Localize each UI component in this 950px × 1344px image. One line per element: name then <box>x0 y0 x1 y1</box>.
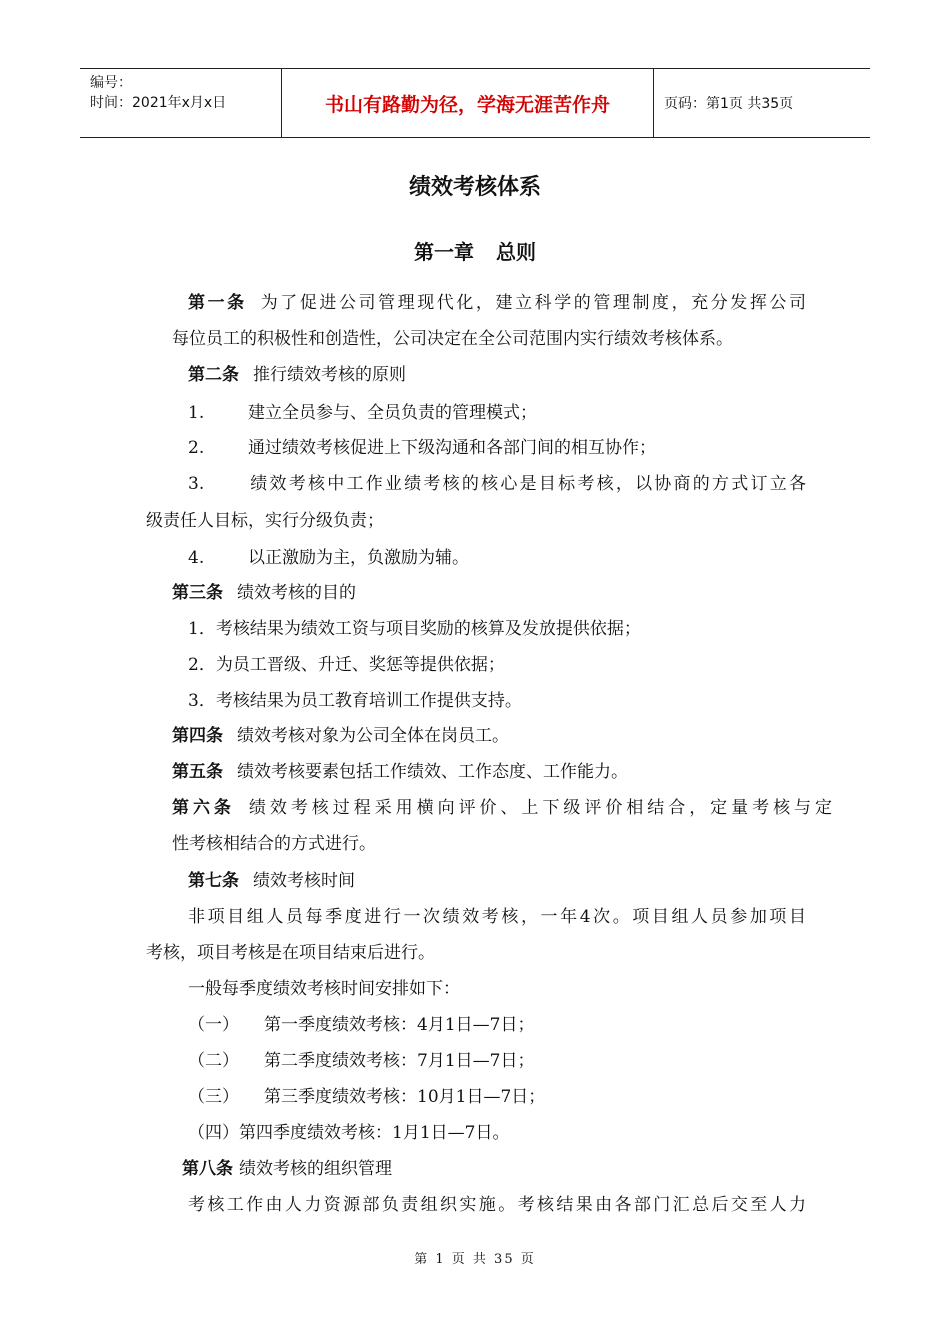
article-7: 第七条 绩效考核时间 <box>188 871 355 891</box>
article-3: 第三条 绩效考核的目的 <box>172 583 356 603</box>
motto: 书山有路勤为径，学海无涯苦作舟 <box>282 69 654 137</box>
time-label: 时间：2021年x月x日 <box>90 95 227 111</box>
article-5: 第五条 绩效考核要素包括工作绩效、工作态度、工作能力。 <box>172 762 628 782</box>
list-item: 4. 以正激励为主，负激励为辅。 <box>188 548 469 568</box>
article-label: 第五条 <box>172 762 223 782</box>
article-7-paragraph-1-line-1: 非项目组人员每季度进行一次绩效考核，一年4次。项目组人员参加项目 <box>188 907 806 927</box>
article-label: 第六条 <box>172 798 235 818</box>
document-title: 绩效考核体系 <box>408 175 541 200</box>
page-code: 页码：第1页 共35页 <box>664 96 794 112</box>
article-label: 第八条 <box>182 1159 233 1179</box>
header-table <box>80 68 870 138</box>
list-item: 3．考核结果为员工教育培训工作提供支持。 <box>188 691 522 711</box>
header-left-cell <box>80 69 282 137</box>
article-label: 第二条 <box>188 365 239 385</box>
list-item: 3. 绩效考核中工作业绩考核的核心是目标考核，以协商的方式订立各 <box>188 474 806 494</box>
article-8: 第八条 绩效考核的组织管理 <box>182 1159 392 1179</box>
chapter-number: 第一章 <box>414 240 474 264</box>
article-8-line-1: 考核工作由人力资源部负责组织实施。考核结果由各部门汇总后交至人力 <box>188 1195 806 1215</box>
article-1-line-1: 第一条 为了促进公司管理现代化，建立科学的管理制度，充分发挥公司 <box>188 293 807 313</box>
list-item: 2. 通过绩效考核促进上下级沟通和各部门间的相互协作； <box>188 438 656 458</box>
page-footer: 第 1 页 共 35 页 <box>414 1252 536 1267</box>
list-item: （一） 第一季度绩效考核：4月1日—7日； <box>188 1015 535 1035</box>
list-item-continuation: 级责任人目标，实行分级负责； <box>146 511 384 531</box>
article-label: 第一条 <box>188 293 247 313</box>
list-item: 1. 建立全员参与、全员负责的管理模式； <box>188 403 537 423</box>
article-label: 第四条 <box>172 726 223 746</box>
article-label: 第七条 <box>188 871 239 891</box>
list-item: （二） 第二季度绩效考核：7月1日—7日； <box>188 1051 535 1071</box>
number-label: 编号： <box>90 75 132 91</box>
article-1-line-2: 每位员工的积极性和创造性，公司决定在全公司范围内实行绩效考核体系。 <box>172 329 733 349</box>
list-item: 2．为员工晋级、升迁、奖惩等提供依据； <box>188 655 505 675</box>
chapter-heading <box>0 236 950 265</box>
list-item: 1．考核结果为绩效工资与项目奖励的核算及发放提供依据； <box>188 619 641 639</box>
article-6-line-1: 第六条 绩效考核过程采用横向评价、上下级评价相结合，定量考核与定 <box>172 798 833 818</box>
list-item: （四）第四季度绩效考核：1月1日—7日。 <box>188 1123 510 1143</box>
list-item: （三） 第三季度绩效考核：10月1日—7日； <box>188 1087 546 1107</box>
article-label: 第三条 <box>172 583 223 603</box>
article-2: 第二条 推行绩效考核的原则 <box>188 365 406 385</box>
article-4: 第四条 绩效考核对象为公司全体在岗员工。 <box>172 726 509 746</box>
article-7-paragraph-2: 一般每季度绩效考核时间安排如下： <box>188 979 460 999</box>
chapter-name: 总则 <box>496 240 536 264</box>
article-6-line-2: 性考核相结合的方式进行。 <box>172 834 376 854</box>
article-7-paragraph-1-line-2: 考核，项目考核是在项目结束后进行。 <box>146 943 435 963</box>
